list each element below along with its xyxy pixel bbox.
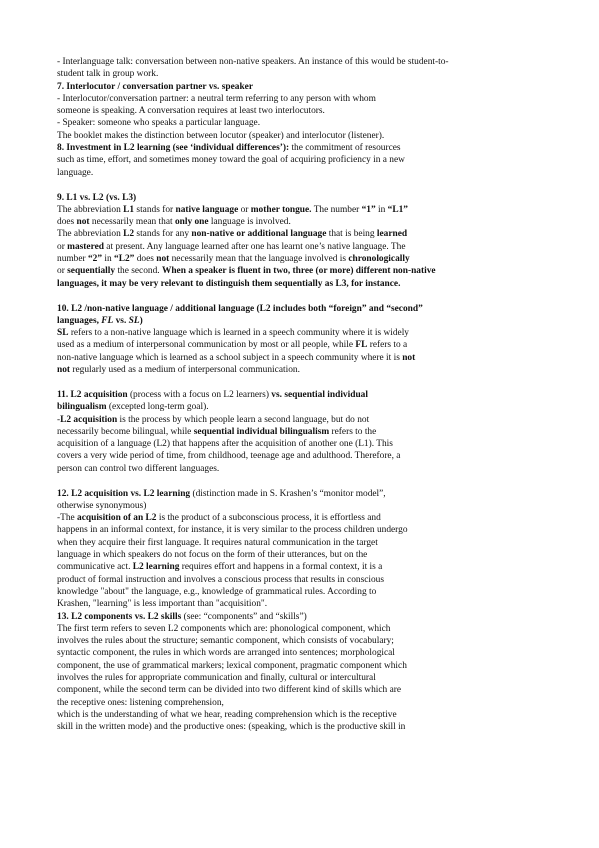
text-run: Krashen, "learning" is less important than "acquisition". bbox=[57, 599, 268, 610]
text-run: FL bbox=[101, 315, 114, 326]
text-line bbox=[57, 684, 525, 696]
text-run: only one bbox=[174, 217, 209, 228]
text-run: syntactic component, the rules in which words are arranged into sentences; morphological bbox=[57, 648, 395, 659]
text-run: vs. sequential individual bbox=[271, 389, 368, 400]
text-line bbox=[57, 253, 525, 265]
text-run: not bbox=[57, 365, 71, 376]
text-run: 8. Investment in L2 learning (see ‘individual differences’): bbox=[57, 143, 290, 154]
text-line bbox=[57, 216, 525, 228]
text-run: - Interlocutor/conversation partner: a neutral term referring to any person with whom bbox=[57, 93, 376, 104]
text-run: does bbox=[57, 217, 77, 228]
text-run: necessarily become bilingual, while bbox=[57, 426, 194, 437]
text-run: chronologically bbox=[348, 254, 410, 265]
text-line bbox=[57, 241, 525, 253]
text-line bbox=[57, 426, 525, 438]
text-run: languages, it may be very relevant to distinguish them sequentially as L3, for instance. bbox=[57, 278, 401, 289]
text-run: which is the understanding of what we hear, reading comprehension which is the receptive bbox=[57, 709, 397, 720]
text-line bbox=[57, 463, 525, 475]
text-run: 12. L2 acquisition vs. L2 learning bbox=[57, 488, 191, 499]
text-run: When a speaker is fluent in two, three (or more) different non-native bbox=[161, 266, 436, 277]
text-line bbox=[57, 524, 525, 536]
text-line bbox=[57, 660, 525, 672]
text-line bbox=[57, 414, 525, 426]
text-line bbox=[57, 315, 525, 327]
text-line bbox=[57, 105, 525, 117]
section-l1-vs-l2 bbox=[57, 192, 525, 290]
text-run: product of formal instruction and involves a conscious process that results in conscious bbox=[57, 574, 385, 585]
text-run: the second. bbox=[115, 266, 162, 277]
text-line bbox=[57, 167, 525, 179]
text-run: ) bbox=[139, 315, 143, 326]
text-run: native language bbox=[175, 204, 239, 215]
text-run: or bbox=[57, 241, 68, 252]
section-acquisition-learning-components bbox=[57, 488, 525, 734]
text-line bbox=[57, 352, 525, 364]
text-run: 13. L2 components vs. L2 skills bbox=[57, 611, 182, 622]
text-run: regularly used as a medium of interpersonal communication. bbox=[70, 365, 300, 376]
text-line bbox=[57, 537, 525, 549]
text-line bbox=[57, 709, 525, 721]
text-run: The abbreviation bbox=[57, 229, 124, 240]
text-run: acquisition of an L2 bbox=[77, 513, 157, 524]
text-run: languages, bbox=[57, 315, 102, 326]
paragraph-gap bbox=[57, 179, 525, 192]
text-line bbox=[57, 81, 525, 93]
text-line bbox=[57, 574, 525, 586]
paragraph-gap bbox=[57, 376, 525, 389]
text-line bbox=[57, 598, 525, 610]
text-run: SL bbox=[128, 315, 140, 326]
text-run: such as time, effort, and sometimes money toward the goal of acquiring proficiency in a new bbox=[57, 155, 405, 166]
text-run: in bbox=[375, 204, 388, 215]
text-run: The booklet makes the distinction between locutor (speaker) and interlocutor (listener). bbox=[57, 130, 385, 141]
text-run: stands for bbox=[134, 204, 176, 215]
text-run: is the product of a subconscious process, it is effortless and bbox=[156, 513, 381, 524]
text-run: language in which speakers do not focus on the form of their utterances, but on the bbox=[57, 550, 368, 561]
text-run: L2 bbox=[123, 229, 135, 240]
text-line bbox=[57, 56, 525, 68]
text-run: vs. bbox=[113, 315, 129, 326]
text-run: non-native or additional language bbox=[191, 229, 327, 240]
text-run: is the process by which people learn a second language, but do not bbox=[117, 414, 370, 425]
text-line bbox=[57, 130, 525, 142]
text-run: The first term refers to seven L2 components which are: phonological component, which bbox=[57, 623, 391, 634]
text-run: component, while the second term can be divided into two different kind of skills which are bbox=[57, 685, 402, 696]
text-run: bilingualism bbox=[57, 402, 107, 413]
text-run: L1 bbox=[123, 204, 135, 215]
text-line bbox=[57, 93, 525, 105]
text-run: covers a very wide period of time, from childhood, teenage age and adulthood. Therefore, a bbox=[57, 451, 401, 462]
text-run: language is involved. bbox=[208, 217, 291, 228]
text-line bbox=[57, 117, 525, 129]
text-run: 7. Interlocutor / conversation partner vs. speaker bbox=[57, 81, 253, 92]
text-run: mother tongue. bbox=[250, 204, 312, 215]
text-run: sequential individual bilingualism bbox=[193, 426, 330, 437]
text-run: sequentially bbox=[67, 266, 116, 277]
text-line bbox=[57, 303, 525, 315]
text-run: involves the rules about the structure; semantic component, which consists of vocabulary; bbox=[57, 636, 394, 647]
text-run: L2 acquisition bbox=[60, 414, 118, 425]
text-run: acquisition of a language (L2) that happens after the acquisition of another one (L1). This bbox=[57, 439, 393, 450]
text-line bbox=[57, 635, 525, 647]
text-line bbox=[57, 327, 525, 339]
text-run: used as a medium of interpersonal communication by most or all people, while bbox=[57, 340, 356, 351]
text-run: The number bbox=[311, 204, 362, 215]
text-run: that is being bbox=[326, 229, 377, 240]
text-run: (excepted long-term goal). bbox=[106, 402, 209, 413]
text-line bbox=[57, 549, 525, 561]
text-run: stands for any bbox=[134, 229, 192, 240]
text-run: - Speaker: someone who speaks a particular language. bbox=[57, 118, 261, 129]
text-line bbox=[57, 647, 525, 659]
text-run: in bbox=[102, 254, 115, 265]
text-run: number bbox=[57, 254, 88, 265]
text-line bbox=[57, 192, 525, 204]
paragraph-gap bbox=[57, 290, 525, 303]
text-run: when they acquire their first language. It requires natural communication in the target bbox=[57, 537, 378, 548]
text-line bbox=[57, 586, 525, 598]
text-line bbox=[57, 228, 525, 240]
text-run: learned bbox=[376, 229, 408, 240]
text-line bbox=[57, 204, 525, 216]
text-run: happens in an informal context, for instance, it is very similar to the process children undergo bbox=[57, 525, 408, 536]
text-line bbox=[57, 488, 525, 500]
text-run: does bbox=[134, 254, 157, 265]
paragraph-gap bbox=[57, 475, 525, 488]
text-run: student talk in group work. bbox=[57, 69, 159, 80]
text-run: (see: “components” and “skills”) bbox=[181, 611, 307, 622]
text-line bbox=[57, 364, 525, 376]
text-run: 9. L1 vs. L2 (vs. L3) bbox=[57, 192, 137, 203]
text-line bbox=[57, 561, 525, 573]
text-run: at present. Any language learned after one has learnt one’s native language. The bbox=[103, 241, 406, 252]
text-line bbox=[57, 265, 525, 277]
text-run: necessarily mean that the language involved is bbox=[169, 254, 349, 265]
text-line bbox=[57, 438, 525, 450]
text-run: or bbox=[238, 204, 251, 215]
text-run: SL bbox=[57, 328, 69, 339]
text-line bbox=[57, 339, 525, 351]
text-run: or bbox=[57, 266, 68, 277]
section-l2-non-native-language bbox=[57, 303, 525, 377]
text-run: necessarily mean that bbox=[89, 217, 175, 228]
text-run: refers to a bbox=[367, 340, 408, 351]
text-run: The abbreviation bbox=[57, 204, 124, 215]
text-run: (process with a focus on L2 learners) bbox=[127, 389, 272, 400]
text-run: “L1” bbox=[387, 204, 408, 215]
text-line bbox=[57, 401, 525, 413]
text-run: 11. L2 acquisition bbox=[57, 389, 128, 400]
text-run: “L2” bbox=[114, 254, 135, 265]
text-run: not bbox=[156, 254, 170, 265]
text-run: someone is speaking. A conversation requires at least two interlocutors. bbox=[57, 106, 325, 117]
text-run: - Interlanguage talk: conversation between non-native speakers. An instance of this would be student-to- bbox=[57, 57, 449, 67]
section-l2-acquisition-vs-bilingualism bbox=[57, 389, 525, 475]
text-line bbox=[57, 450, 525, 462]
text-run: requires effort and happens in a formal context, it is a bbox=[179, 562, 383, 573]
text-line bbox=[57, 68, 525, 80]
text-line bbox=[57, 389, 525, 401]
text-run: language. bbox=[57, 167, 94, 178]
text-run: component, the use of grammatical markers; lexical component, pragmatic component which bbox=[57, 660, 407, 671]
text-line bbox=[57, 500, 525, 512]
text-run: person can control two different languages. bbox=[57, 463, 220, 474]
section-interlanguage-and-investment bbox=[57, 56, 525, 179]
text-run: otherwise synonymous) bbox=[57, 500, 147, 511]
text-run: “2” bbox=[87, 254, 103, 265]
text-run: the commitment of resources bbox=[289, 143, 401, 154]
text-line bbox=[57, 721, 525, 733]
text-run: the receptive ones: listening comprehension, bbox=[57, 697, 224, 708]
text-run: - bbox=[57, 414, 61, 425]
text-line bbox=[57, 512, 525, 524]
text-line bbox=[57, 623, 525, 635]
text-run: refers to the bbox=[329, 426, 377, 437]
text-run: involves the rules for appropriate communication and finally, cultural or intercultural bbox=[57, 673, 376, 684]
text-run: not bbox=[76, 217, 90, 228]
text-run: FL bbox=[355, 340, 368, 351]
text-run: -The bbox=[57, 513, 78, 524]
text-run: skill in the written mode) and the productive ones: (speaking, which is the productive skill in bbox=[57, 722, 406, 733]
text-line bbox=[57, 611, 525, 623]
text-run: non-native language which is learned as a school subject in a speech community where it is bbox=[57, 352, 403, 363]
text-run: (distinction made in S. Krashen’s “monitor model”, bbox=[190, 488, 386, 499]
text-run: 10. L2 /non-native language / additional language (L2 includes both “foreign” and “second” bbox=[57, 303, 423, 314]
text-line bbox=[57, 278, 525, 290]
text-run: refers to a non-native language which is learned in a speech community where it is widely bbox=[68, 328, 409, 339]
text-run: L2 learning bbox=[132, 562, 180, 573]
text-line bbox=[57, 697, 525, 709]
text-run: “1” bbox=[361, 204, 376, 215]
text-run: not bbox=[402, 352, 416, 363]
text-run: mastered bbox=[67, 241, 104, 252]
text-line bbox=[57, 672, 525, 684]
text-run: knowledge "about" the language, e.g., knowledge of grammatical rules. According to bbox=[57, 586, 377, 597]
text-line bbox=[57, 154, 525, 166]
text-run: communicative act. bbox=[57, 562, 133, 573]
text-line bbox=[57, 142, 525, 154]
